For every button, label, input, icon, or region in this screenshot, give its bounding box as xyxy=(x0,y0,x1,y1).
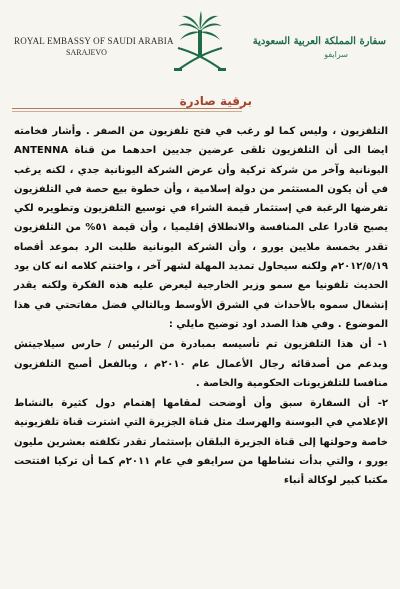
telegram-band xyxy=(0,94,400,116)
document-body xyxy=(14,122,388,587)
letterhead-english xyxy=(14,36,174,57)
divider-line xyxy=(12,111,242,112)
letterhead xyxy=(0,0,400,92)
divider-line xyxy=(12,108,242,109)
embassy-city-arabic: سرايفو xyxy=(324,50,348,59)
numbered-item: ١- أن هذا التلفزيون تم تأسيسه بمبادرة من الرئيس / حارس سيلاجيتش وبدعم من أصدقائه رجال الأعمال عام ٢٠١٠م ، وبالفعل أصبح التلفزيون منافسا للتلفزيونات الحكومية والخاصة . xyxy=(14,339,389,389)
embassy-city-english: SARAJEVO xyxy=(66,48,107,57)
numbered-item: ٢- أن السفارة سبق وأن أوضحت لمقامها إهتمام دول كثيرة بالنشاط الإعلامي في البوسنة والهرسك مثل قناة الجزيرة التي اشترت قناة تلفزيونية خاصة وحولتها إلى قناة الجزيرة البلقان بإستثمار تقدر تكلفته بعشرين مليون يورو ، والتي بدأت نشاطها من سرايفو في عام ٢٠١١م كما أن تركيا افتتحت مكتبا كبير لوكالة أنباء xyxy=(14,398,388,487)
body-paragraph: التلفزيون ، وليس كما لو رغب في فتح تلفزيون من الصفر . وأشار فخامته ايضا الى أن التلفزيون تلقى عرضين جديين احدهما من قناة ANTENNA اليونانية وآخر من شركة تركية وأن عرض الشركة اليونانية جدي ، لكنه يرغب في أن يكون المستثمر من دولة إسلامية ، وأن خطوة بيع حصة في التلفزيون تفرضها الرغبة في إستثمار قيمة الشراء في توسيع التلفزيون وتطويره لكي يصبح قادرا على المنافسة والانطلاق إقليميا ، وأن قيمة ٥١% من التلفزيون تقدر بخمسة ملايين يورو ، وأن الشركة اليونانية طلبت الرد بموعد أقصاه ٢٠١٢/٥/١٩م ولكنه سيحاول تمديد المهلة لشهر آخر ، واختتم كلامه انه كان يود الحديث تلفونيا مع سمو وزير الخارجية ليعرض عليه هذه الفكرة ولكنه يقدر إنشغال سموه بالأحداث في الشرق الأوسط وبالتالي فضل مفاتحتي في هذا الموضوع . وفي هذا الصدد اود توضيح مايلي : xyxy=(14,126,388,330)
letterhead-arabic xyxy=(246,36,386,59)
embassy-name-english: ROYAL EMBASSY OF SAUDI ARABIA xyxy=(14,36,174,46)
embassy-name-arabic: سفارة المملكة العربية السعودية xyxy=(252,36,386,47)
saudi-emblem-icon xyxy=(170,10,230,78)
outgoing-telegram-label: برقية صادرة xyxy=(179,94,252,108)
